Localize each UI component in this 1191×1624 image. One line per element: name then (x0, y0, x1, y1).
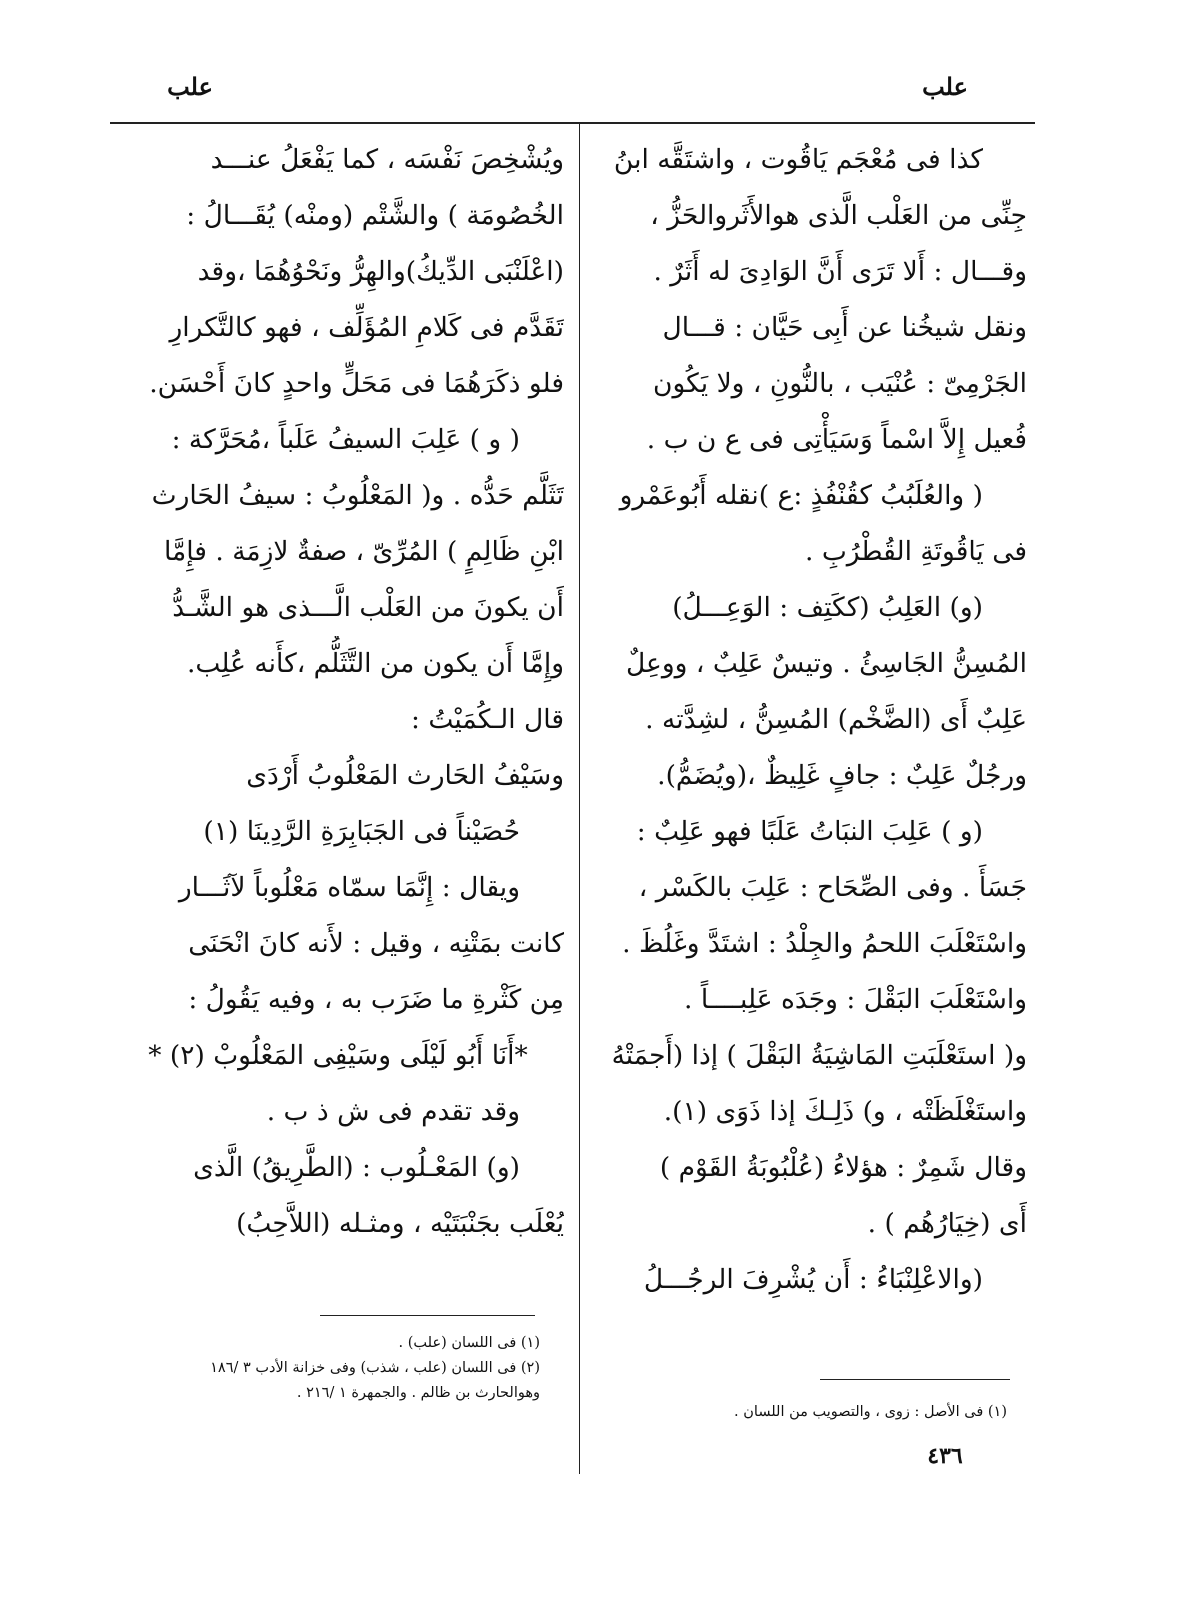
text-line: (و) العَلِبُ (ككَتِف : الوَعِـــلُ) (672, 592, 983, 623)
text-line: جَسَأَ . وفى الصِّحَاح : عَلِبَ بالكَسْر ، (638, 872, 1027, 903)
text-line: فى يَاقُوتَةِ القُطْرُبِ . (805, 536, 1027, 567)
text-line: الجَرْمِىّ : عُنْيَب ، بالنُّونِ ، ولا يَكُون (652, 368, 1027, 399)
footnotes-right (595, 1400, 1007, 1425)
text-line: المُسِنُّ الجَاسِئُ . وتيسٌ عَلِبٌ ، ووعِلٌ (625, 648, 1027, 679)
text-line: مِن كَثْرةِ ما ضَرَب به ، وفيه يَقُولُ : (188, 984, 564, 1015)
column-divider (579, 124, 580, 1474)
text-line: ويُشْخِصَ نَفْسَه ، كما يَفْعَلُ عنـــد (210, 144, 564, 175)
text-line: تَثَلَّم حَدُّه . و( المَعْلُوبُ : سيفُ الحَارث (151, 480, 564, 511)
verse-line: وسَيْفُ الحَارث المَعْلُوبُ أَرْدَى (246, 760, 564, 791)
text-line: أَن يكونَ من العَلْب الَّـــذى هو الشَّـدُّ (172, 592, 564, 623)
text-line: (و ) عَلِبَ النبَاتُ عَلَبًا فهو عَلِبٌ : (636, 816, 983, 847)
text-line: عَلِبٌ أَى (الضَّخْم) المُسِنُّ ، لشِدَّته . (645, 704, 1027, 735)
text-line: و( استَعْلَبَتِ المَاشِيَةُ البَقْلَ ) إذا (أَجمَتْهُ (611, 1040, 1027, 1071)
text-line: يُعْلَب بجَنْبَتَيْه ، ومثـله (اللاَّحِبُ) (236, 1208, 564, 1239)
text-line: جِنِّى من العَلْب الَّذى هوالأَثَروالحَزُّ ، (650, 200, 1027, 231)
verse-line: *أَنَا أَبُو لَيْلَى وسَيْفِى المَعْلُوبْ (٢) * (148, 1040, 528, 1071)
text-line: فُعيل إِلاَّ اسْماً وَسَيَأْتِى فى ع ن ب . (646, 424, 1027, 455)
footnote: (١) فى اللسان (علب) . (398, 1335, 540, 1351)
text-line: (والاعْلِنْبَاءُ : أَن يُشْرِفَ الرجُـــلُ (643, 1264, 983, 1295)
footnote: (٢) فى اللسان (علب ، شذب) وفى خزانة الأدب ٣ /١٨٦ (210, 1360, 540, 1376)
text-line: قال الـكُمَيْتُ : (411, 704, 564, 735)
header-rule (110, 122, 1035, 124)
text-line: ( والعُلَبُبُ كقُنْفُذٍ :ع )نقله أَبُوعَمْرو (619, 480, 983, 511)
text-line: (اعْلَنْبَى الدِّيكُ)والهِرُّ ونَحْوُهُمَا ،وقد (197, 256, 564, 287)
footnote: وهوالحارث بن ظالم . والجمهرة ١ /٢١٦ . (296, 1385, 540, 1401)
footnote-rule-right (820, 1379, 1010, 1380)
right-column (595, 132, 1027, 1308)
text-line: واستَغْلَظَتْه ، و) ذَلِـكَ إذا ذَوَى (١). (663, 1096, 1027, 1127)
text-line: ابْنِ ظَالِمٍ ) المُرِّىّ ، صفةٌ لازِمَة . فإِمَّا (163, 536, 564, 567)
footnotes-left (100, 1331, 540, 1406)
text-line: أَى (خِيَارُهُم ) . (867, 1208, 1027, 1239)
text-line: (و) المَعْـلُوب : (الطَّرِيقُ) الَّذى (193, 1152, 520, 1183)
page-number: ٤٣٦ (927, 1443, 963, 1469)
footnote-rule-left (320, 1315, 535, 1316)
text-line: كانت بمَتْنِه ، وقيل : لأَنه كانَ انْحَنَى (188, 928, 564, 959)
text-line: وقد تقدم فى ش ذ ب . (266, 1096, 520, 1127)
footnote: (١) فى الأصل : زوى ، والتصويب من اللسان . (734, 1404, 1007, 1420)
text-line: ونقل شيخُنا عن أَبِى حَيَّان : قـــال (662, 312, 1027, 343)
left-column (112, 132, 564, 1252)
text-line: وقال شَمِرٌ : هؤلاءُ (عُلْبُوبَةُ القَوْم ) (659, 1152, 1027, 1183)
header-word-left: علب (167, 72, 213, 101)
text-line: فلو ذكَرَهُمَا فى مَحَلٍّ واحدٍ كانَ أَحْسَن. (149, 368, 564, 399)
text-line: الخُصُومَة ) والشَّتْم (ومنْه) يُقَـــالُ : (186, 200, 564, 231)
text-line: ( و ) عَلِبَ السيفُ عَلَباً ،مُحَرَّكة : (171, 424, 520, 455)
text-line: كذا فى مُعْجَم يَاقُوت ، واشتَقَّه ابنُ (613, 144, 983, 175)
text-line: وإِمَّا أَن يكون من التَّثَلُّم ،كأَنه عُلِب. (186, 648, 564, 679)
verse-line: حُصَيْناً فى الجَبَابِرَةِ الرَّدِينَا (١) (203, 816, 520, 847)
text-line: وقـــال : أَلا تَرَى أَنَّ الوَادِىَ له أَثَرٌ . (653, 256, 1027, 287)
text-line: ورجُلٌ عَلِبٌ : جافٍ غَلِيظٌ ،(ويُضَمُّ). (657, 760, 1027, 791)
text-line: ويقال : إِنَّمَا سمّاه مَعْلُوباً لآثَـــار (178, 872, 520, 903)
header-word-right: علب (922, 72, 968, 101)
text-line: واسْتَعْلَبَ اللحمُ والجِلْدُ : اشتَدَّ وغَلُظَ . (622, 928, 1027, 959)
text-line: واسْتَعْلَبَ البَقْلَ : وجَدَه عَلِبــــاً . (684, 984, 1027, 1015)
text-line: تَقَدَّم فى كَلامِ المُؤَلِّف ، فهو كالتَّكرارِ (169, 312, 564, 343)
